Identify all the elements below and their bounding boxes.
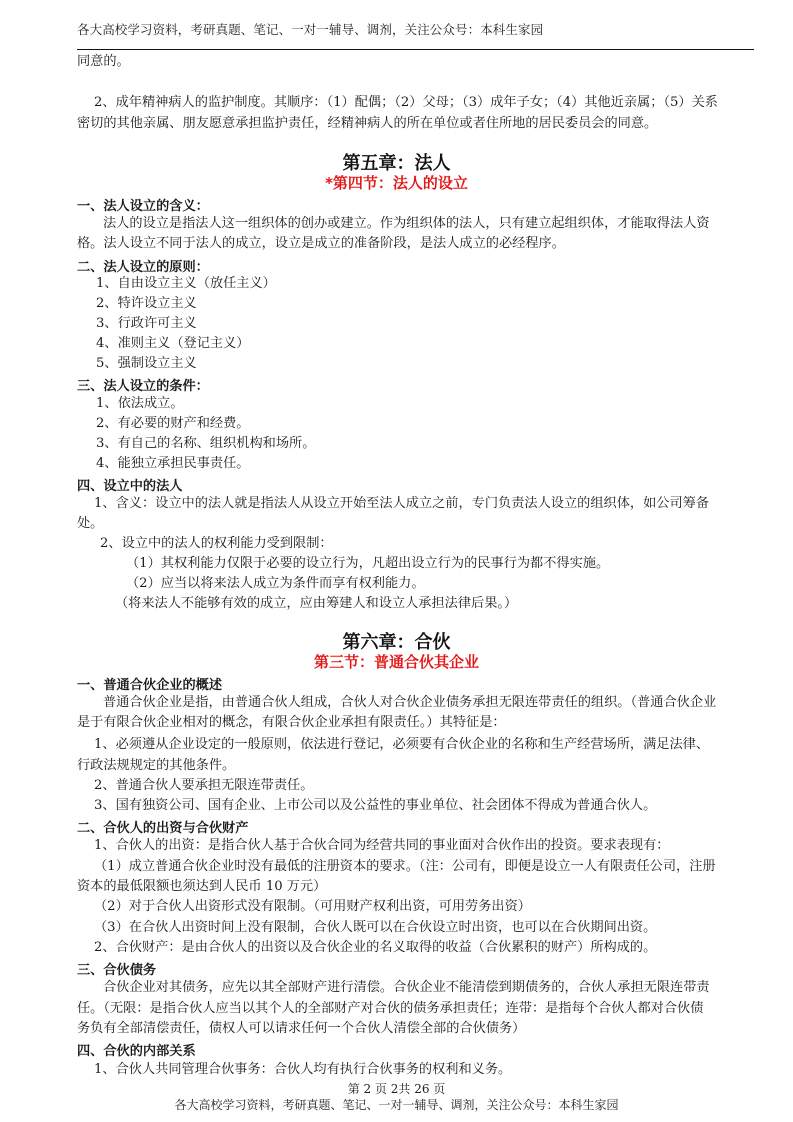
paragraph: 处。 (77, 516, 104, 531)
list-item: 1、合伙人共同管理合伙事务：合伙人均有执行合伙事务的权利和义务。 (94, 1062, 512, 1077)
list-item: 2、设立中的法人的权利能力受到限制： (100, 536, 333, 551)
list-item: （2）应当以将来法人成立为条件而享有权利能力。 (126, 576, 425, 591)
list-item: 1、依法成立。 (96, 396, 184, 411)
list-item: 4、准则主义（登记主义） (96, 336, 250, 351)
section-title: 第三节：普通合伙其企业 (313, 653, 479, 671)
heading: 四、合伙的内部关系 (77, 1044, 196, 1059)
chapter-title: 第六章：合伙 (342, 632, 451, 653)
heading: 四、设立中的法人 (77, 479, 183, 494)
list-item: 3、行政许可主义 (96, 316, 197, 331)
chapter-title: 第五章：法人 (342, 153, 451, 174)
list-item: 2、有必要的财产和经费。 (96, 416, 250, 431)
heading: 一、普通合伙企业的概述 (77, 678, 223, 693)
section-title: *第四节：法人的设立 (325, 174, 468, 192)
heading: 二、法人设立的原则： (77, 260, 209, 275)
list-item: 3、国有独资公司、国有企业、上市公司以及公益性的事业单位、社会团体不得成为普通合伙人。 (94, 798, 657, 813)
page-number: 第 2 页 2共 26 页 (347, 1082, 446, 1096)
paragraph: 普通合伙企业是指，由普通合伙人组成，合伙人对合伙企业债务承担无限连带责任的组织。（普通合伙企业 (103, 695, 717, 710)
paragraph: 1、必须遵从企业设定的一般原则，依法进行登记，必须要有合伙企业的名称和生产经营场所，满足法律、 (94, 737, 710, 752)
heading: 一、法人设立的含义： (77, 199, 209, 214)
page-footer: 各大高校学习资料，考研真题、笔记、一对一辅导、调剂，关注公众号：本科生家园 (174, 1098, 619, 1112)
heading: 三、法人设立的条件： (77, 379, 209, 394)
continuation-text: 同意的。 (77, 54, 130, 69)
header-rule (77, 49, 754, 50)
list-item: （1）其权利能力仅限于必要的设立行为，凡超出设立行为的民事行为都不得实施。 (126, 556, 610, 571)
list-item: （3）在合伙人出资时间上没有限制，合伙人既可以在合伙设立时出资，也可以在合伙期间出资。 (94, 920, 657, 935)
list-item: （2）对于合伙人出资形式没有限制。（可用财产权利出资，可用劳务出资） (94, 899, 531, 914)
list-item: 3、有自己的名称、组织机构和场所。 (96, 436, 316, 451)
list-item: 4、能独立承担民事责任。 (96, 456, 250, 471)
list-item: 1、自由设立主义（放任主义） (96, 276, 276, 291)
paragraph: 合伙企业对其债务，应先以其全部财产进行清偿。合伙企业不能清偿到期债务的，合伙人承担无限连带责 (103, 980, 710, 995)
heading: 二、合伙人的出资与合伙财产 (77, 821, 249, 836)
paragraph: 行政法规规定的其他条件。 (77, 758, 236, 773)
paragraph: 法人的设立是指法人这一组织体的创办或建立。作为组织体的法人，只有建立起组织体，才能取得法人资 (103, 216, 710, 231)
list-item: 2、合伙财产：是由合伙人的出资以及合伙企业的名义取得的收益（合伙累积的财产）所构成的。 (94, 940, 657, 955)
page-header: 各大高校学习资料，考研真题、笔记、一对一辅导、调剂，关注公众号：本科生家园 (77, 22, 544, 37)
paragraph: 2、成年精神病人的监护制度。其顺序：（1）配偶；（2）父母；（3）成年子女；（4）其他近亲属；（5）关系 (94, 95, 718, 110)
note: （将来法人不能够有效的成立，应由筹建人和设立人承担法律后果。） (115, 596, 518, 611)
heading: 三、合伙债务 (77, 963, 157, 978)
paragraph: 资本的最低限额也须达到人民币 10 万元） (77, 879, 327, 894)
list-item: 5、强制设立主义 (96, 356, 197, 371)
paragraph: 1、含义：设立中的法人就是指法人从设立开始至法人成立之前，专门负责法人设立的组织体，如公司筹备 (94, 496, 710, 511)
paragraph: 是于有限合伙企业相对的概念，有限合伙企业承担有限责任。）其特征是： (77, 715, 506, 730)
list-item: 2、特许设立主义 (96, 296, 197, 311)
list-item: 1、合伙人的出资：是指合伙人基于合伙合同为经营共同的事业面对合伙作出的投资。要求表现有： (94, 838, 670, 853)
list-item: 2、普通合伙人要承担无限连带责任。 (94, 778, 314, 793)
paragraph: 格。法人设立不同于法人的成立，设立是成立的准备阶段，是法人成立的必经程序。 (77, 236, 565, 251)
paragraph: （1）成立普通合伙企业时没有最低的注册资本的要求。（注：公司有，即便是设立一人有限责任公司，注册 (94, 859, 716, 874)
paragraph: 密切的其他亲属、朋友愿意承担监护责任，经精神病人的所在单位或者住所地的居民委员会的同意。 (77, 116, 658, 131)
paragraph: 任。（无限：是指合伙人应当以其个人的全部财产对合伙的债务承担责任；连带：是指每个合伙人都对合伙债 (77, 1001, 704, 1016)
paragraph: 务负有全部清偿责任，债权人可以请求任何一个合伙人清偿全部的合伙债务） (77, 1021, 526, 1036)
